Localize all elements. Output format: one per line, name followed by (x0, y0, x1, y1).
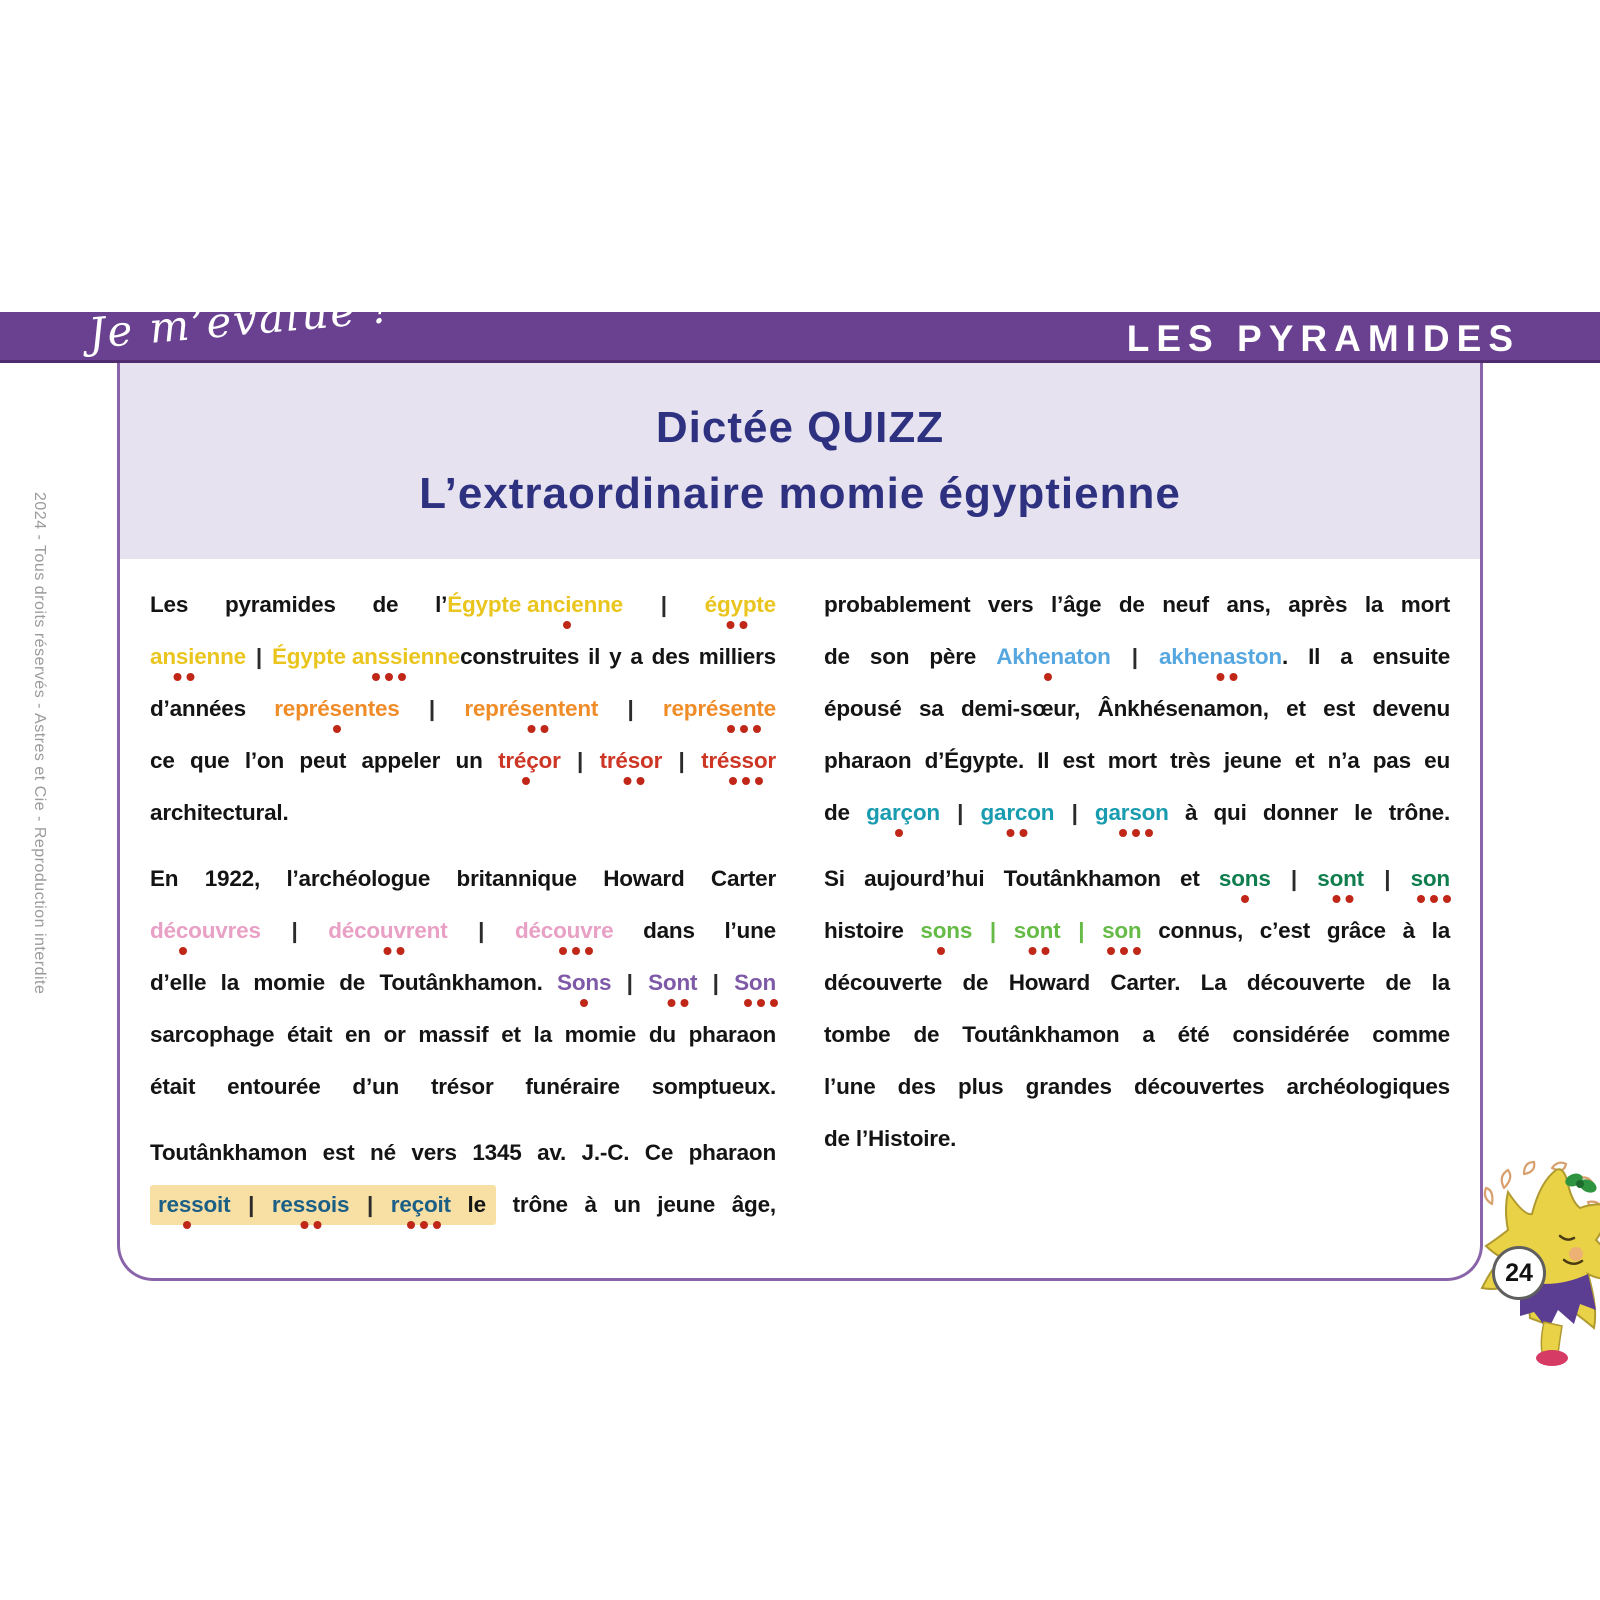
choice-separator: | (291, 918, 298, 943)
error-count-dots (522, 777, 530, 785)
text-run: sarcophage était en or massif et la momie du pharaon (150, 1022, 776, 1047)
error-count-dots (623, 777, 644, 785)
choice-word: sont (1317, 866, 1364, 892)
text-run: épousé sa demi-sœur, Ânkhésenamon, et est devenu (824, 696, 1450, 721)
choice-separator: | (577, 748, 584, 773)
text-line (150, 1009, 776, 1061)
error-count-dots (527, 725, 548, 733)
text-run: Toutânkhamon est né vers 1345 av. J.-C. Ce pharaon (150, 1140, 776, 1165)
error-count-dots (333, 725, 341, 733)
error-count-dots (183, 1221, 191, 1229)
text-run: de son père (824, 644, 977, 669)
error-count-dots (407, 1221, 441, 1229)
text-line (150, 1127, 776, 1179)
choice-word: Égypte ancienne (447, 592, 623, 618)
text-run: à qui donner le trône. (1184, 800, 1451, 825)
text-run: architectural. (150, 800, 289, 825)
error-count-dots (1332, 895, 1353, 903)
text-line (824, 683, 1450, 735)
mascot-shoe (1536, 1350, 1568, 1366)
error-count-dots (937, 947, 945, 955)
choice-word: découvrent (328, 918, 447, 944)
error-count-dots (563, 621, 571, 629)
error-count-dots (1029, 947, 1050, 955)
text-line (150, 579, 776, 631)
choice-separator: | (478, 918, 485, 943)
right-column (824, 579, 1450, 1231)
choice-word: trésor (600, 748, 663, 774)
choice-word: Sons (557, 970, 611, 996)
error-count-dots (372, 673, 406, 681)
text-line (824, 1113, 1450, 1165)
error-count-dots (895, 829, 903, 837)
text-run: . Il a ensuite (1281, 644, 1451, 669)
choice-word: garçon (866, 800, 940, 826)
choice-word: tréçor (498, 748, 561, 774)
choice-word: égypte (705, 592, 776, 618)
text-run: d’années (150, 696, 246, 721)
error-count-dots (1107, 947, 1141, 955)
text-run: En 1922, l’archéologue britannique Howard Carter (150, 866, 776, 891)
choice-word: Akhenaton (996, 644, 1110, 670)
text-line (824, 853, 1450, 905)
title-band (120, 363, 1480, 559)
error-count-dots (729, 777, 763, 785)
error-count-dots (744, 999, 778, 1007)
choice-word: sons (920, 918, 972, 944)
text-line (824, 631, 1450, 683)
page-title-line2: L’extraordinaire momie égyptienne (419, 469, 1181, 518)
mascot-leg (1541, 1322, 1562, 1354)
choice-separator: | (627, 696, 634, 721)
choice-word: représentes (274, 696, 399, 722)
text-run: Si aujourd’hui Toutânkhamon et (824, 866, 1200, 891)
choice-word: représentent (464, 696, 598, 722)
text-line (150, 957, 776, 1009)
text-run: trône à un jeune âge, (512, 1192, 776, 1217)
text-run: le (467, 1192, 486, 1217)
text-line (150, 905, 776, 957)
text-line (150, 787, 776, 839)
text-run: était entourée d’un trésor funéraire somptueux. (150, 1074, 776, 1099)
choice-word: Son (734, 970, 776, 996)
choice-separator: | (957, 800, 964, 825)
text-run: pharaon d’Égypte. Il est mort très jeune et n’a pas eu (824, 748, 1450, 773)
choice-separator: | (989, 918, 996, 943)
copyright-sidebar: 2024 - Tous droits réservés - Astres et Cie - Reproduction interdite (31, 492, 48, 995)
error-count-dots (1216, 673, 1237, 681)
choice-word: ansienne (150, 644, 246, 670)
choice-separator: | (660, 592, 667, 617)
text-line (824, 1061, 1450, 1113)
text-run: découverte de Howard Carter. La découverte de la (824, 970, 1450, 995)
text-run: construites il y a des milliers (460, 644, 776, 669)
choice-separator: | (366, 1192, 374, 1217)
choice-word: découvres (150, 918, 261, 944)
page-title-line1: Dictée QUIZZ (655, 403, 945, 452)
choice-word: garcon (981, 800, 1055, 826)
text-run: dans l’une (643, 918, 776, 943)
text-line (150, 853, 776, 905)
left-column (150, 579, 776, 1231)
choice-separator: | (428, 696, 436, 721)
text-run: tombe de Toutânkhamon a été considérée comme (824, 1022, 1450, 1047)
choice-word: reçoit (391, 1192, 451, 1218)
text-run: de l’Histoire. (824, 1126, 957, 1151)
text-run: Les pyramides de l’ (150, 592, 448, 617)
choice-separator: | (1290, 866, 1297, 891)
text-line (150, 735, 776, 787)
choice-word: sont (1014, 918, 1061, 944)
choice-word: son (1411, 866, 1450, 892)
answer-highlight (150, 1185, 496, 1225)
dictation-body (120, 559, 1480, 1231)
text-line (824, 905, 1450, 957)
je-mevalue-handwritten-label: Je m’évalue ! (86, 282, 393, 359)
choice-word: ressois (272, 1192, 349, 1218)
error-count-dots (1007, 829, 1028, 837)
choice-separator: | (678, 748, 685, 773)
error-count-dots (726, 621, 747, 629)
text-line (824, 957, 1450, 1009)
content-card (117, 363, 1483, 1281)
choice-word: sons (1219, 866, 1271, 892)
text-run: de (824, 800, 850, 825)
error-count-dots (667, 999, 688, 1007)
error-count-dots (580, 999, 588, 1007)
choice-word: akhenaston (1159, 644, 1282, 670)
text-line (150, 1179, 776, 1231)
choice-word: son (1102, 918, 1141, 944)
choice-word: tréssor (701, 748, 776, 774)
text-run: connus, c’est grâce à la (1158, 918, 1451, 943)
error-count-dots (1417, 895, 1451, 903)
text-line (824, 735, 1450, 787)
text-run: ce que l’on peut appeler un (150, 748, 483, 773)
choice-separator: | (626, 970, 633, 995)
text-line (824, 1009, 1450, 1061)
choice-word: Sont (648, 970, 697, 996)
choice-word: ressoit (158, 1192, 230, 1218)
choice-separator: | (1384, 866, 1391, 891)
text-line (824, 579, 1450, 631)
text-line (150, 1061, 776, 1113)
mascot-cheek (1569, 1247, 1583, 1261)
error-count-dots (173, 673, 194, 681)
text-run: d’elle la momie de Toutânkhamon. (150, 970, 543, 995)
text-line (824, 787, 1450, 839)
choice-separator: | (248, 1192, 255, 1217)
choice-separator: | (1078, 918, 1085, 943)
choice-word: garson (1095, 800, 1169, 826)
error-count-dots (179, 947, 187, 955)
text-line (150, 631, 776, 683)
choice-word: représente (663, 696, 776, 722)
text-run: histoire (824, 918, 904, 943)
text-line (150, 683, 776, 735)
choice-separator: | (1071, 800, 1078, 825)
choice-word: découvre (515, 918, 613, 944)
choice-separator: | (712, 970, 719, 995)
error-count-dots (559, 947, 593, 955)
error-count-dots (300, 1221, 321, 1229)
error-count-dots (1241, 895, 1249, 903)
error-count-dots (1044, 673, 1052, 681)
page-number-badge: 24 (1492, 1246, 1546, 1300)
error-count-dots (727, 725, 761, 733)
choice-word: Égypte anssienne (272, 644, 460, 670)
error-count-dots (1119, 829, 1153, 837)
chapter-title: LES PYRAMIDES (1126, 318, 1520, 359)
text-run: probablement vers l’âge de neuf ans, après la mort (824, 592, 1450, 617)
choice-separator: | (255, 644, 262, 669)
choice-separator: | (1131, 644, 1138, 669)
error-count-dots (383, 947, 404, 955)
text-run: l’une des plus grandes découvertes archéologiques (824, 1074, 1450, 1099)
